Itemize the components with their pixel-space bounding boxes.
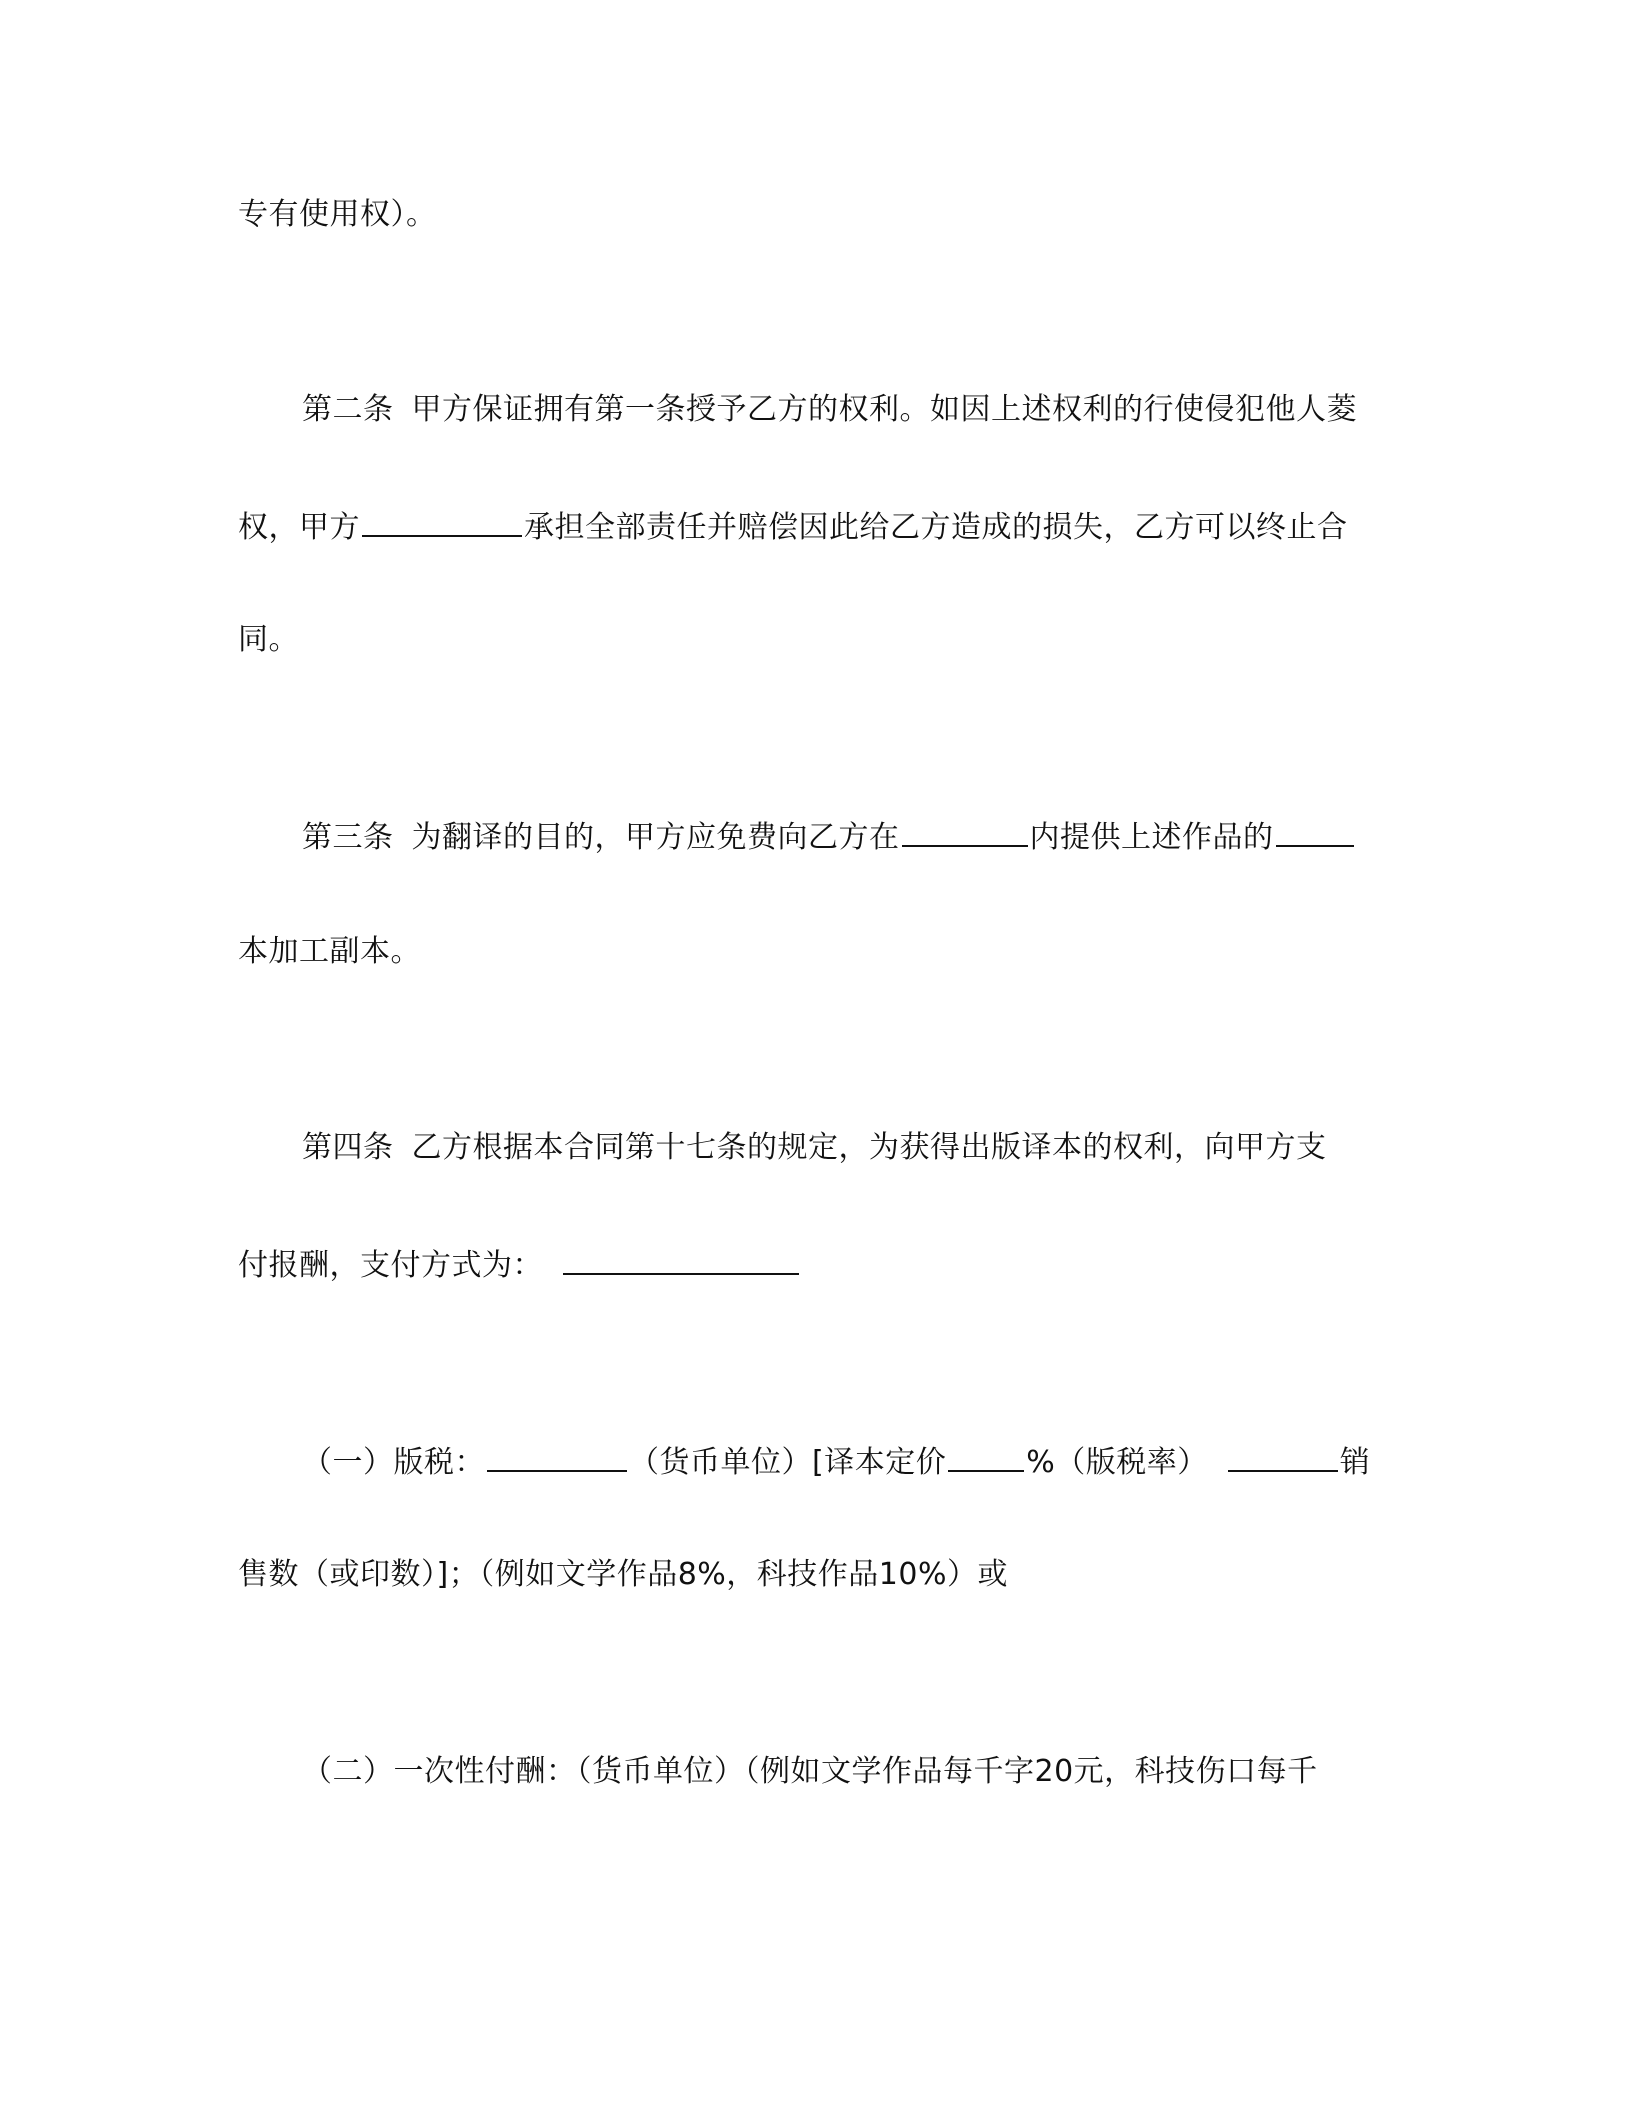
text-fragment: 乙方根据本合同第十七条的规定，为获得出版译本的权利，向甲方支 xyxy=(411,1130,1327,1165)
item-1-line-1 xyxy=(302,1440,1370,1483)
article-label: 第二条 xyxy=(302,392,394,427)
text-fragment: 为翻译的目的，甲方应免费向乙方在 xyxy=(411,820,900,855)
text-fragment: 承担全部责任并赔偿因此给乙方造成的损失，乙方可以终止合 xyxy=(524,510,1348,545)
article-label: 第四条 xyxy=(302,1130,394,1165)
fill-in-blank[interactable] xyxy=(487,1440,627,1472)
fill-in-blank[interactable] xyxy=(948,1440,1024,1472)
article-4-line-2 xyxy=(238,1243,801,1286)
article-3-line-1 xyxy=(302,815,1356,858)
text-fragment: 本加工副本。 xyxy=(238,934,421,969)
text-fragment: 甲方保证拥有第一条授予乙方的权利。如因上述权利的行使侵犯他人菱 xyxy=(411,392,1357,427)
text-fragment: （一）版税： xyxy=(302,1445,485,1480)
text-line-1 xyxy=(238,195,437,235)
text-fragment: （货币单位）[译本定价 xyxy=(629,1445,947,1480)
article-2-line-1 xyxy=(302,390,1357,430)
article-3-line-2 xyxy=(238,932,421,972)
fill-in-blank[interactable] xyxy=(362,505,522,537)
article-2-line-3 xyxy=(238,620,299,660)
article-label: 第三条 xyxy=(302,820,394,855)
text-fragment: 销 xyxy=(1339,1445,1371,1480)
text-fragment: 同。 xyxy=(238,622,299,657)
text-fragment: 专有使用权）。 xyxy=(238,197,437,232)
fill-in-blank[interactable] xyxy=(1228,1440,1338,1472)
fill-in-blank[interactable] xyxy=(902,815,1028,847)
article-4-line-1 xyxy=(302,1128,1327,1168)
item-1-line-2 xyxy=(238,1555,1008,1595)
text-fragment: 内提供上述作品的 xyxy=(1029,820,1274,855)
text-fragment: 权，甲方 xyxy=(238,510,360,545)
article-2-line-2 xyxy=(238,505,1348,548)
text-fragment: 付报酬，支付方式为： xyxy=(238,1248,543,1283)
text-fragment: %（版税率） xyxy=(1026,1445,1208,1480)
fill-in-blank[interactable] xyxy=(1276,815,1354,847)
text-fragment: 售数（或印数）]；（例如文学作品8%，科技作品10%）或 xyxy=(238,1557,1008,1592)
fill-in-blank[interactable] xyxy=(563,1243,799,1275)
item-2-line-1 xyxy=(302,1752,1318,1792)
text-fragment: （二）一次性付酬：（货币单位）（例如文学作品每千字20元，科技伤口每千 xyxy=(302,1754,1318,1789)
